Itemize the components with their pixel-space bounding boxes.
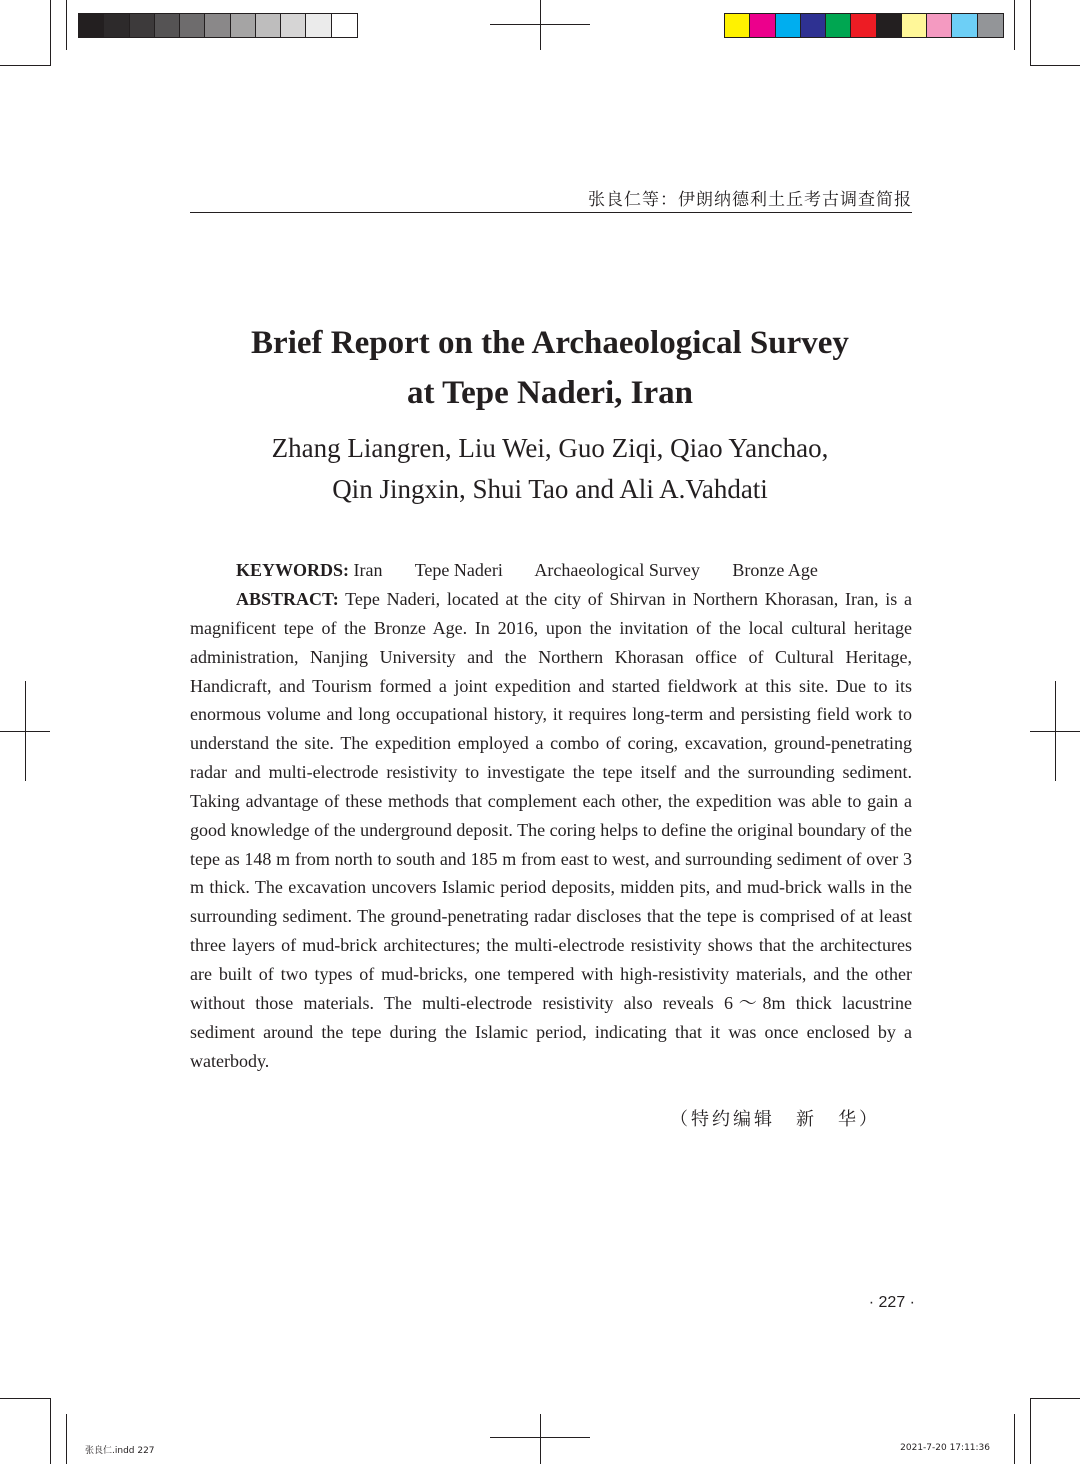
gray-swatch	[205, 14, 230, 37]
color-calibration-bar	[724, 13, 1004, 38]
color-swatch	[902, 14, 927, 37]
gray-swatch	[231, 14, 256, 37]
color-swatch	[927, 14, 952, 37]
title-line-1: Brief Report on the Archaeological Survey	[251, 325, 849, 361]
color-swatch	[877, 14, 902, 37]
article-title	[150, 318, 950, 418]
gray-swatch	[130, 14, 155, 37]
gray-swatch	[281, 14, 306, 37]
color-swatch	[978, 14, 1003, 37]
gray-swatch	[332, 14, 357, 37]
abstract-label: ABSTRACT:	[236, 589, 339, 609]
color-swatch	[801, 14, 826, 37]
keywords-label: KEYWORDS:	[236, 560, 350, 580]
color-swatch	[952, 14, 977, 37]
gray-swatch	[180, 14, 205, 37]
color-swatch	[750, 14, 775, 37]
keyword-1: Iran	[353, 560, 383, 580]
slug-datetime: 2021-7-20 17:11:36	[900, 1443, 990, 1453]
gray-swatch	[256, 14, 281, 37]
slug-filename: 张良仁.indd 227	[85, 1446, 155, 1456]
color-swatch	[851, 14, 876, 37]
gray-swatch	[306, 14, 331, 37]
color-swatch	[826, 14, 851, 37]
authors-line-1: Zhang Liangren, Liu Wei, Guo Ziqi, Qiao Yanchao,	[271, 433, 829, 463]
keyword-4: Bronze Age	[732, 560, 818, 580]
abstract-paragraph	[190, 585, 912, 1075]
gray-swatch	[104, 14, 129, 37]
color-swatch	[776, 14, 801, 37]
keyword-3: Archaeological Survey	[534, 560, 700, 580]
page-number: · 227 ·	[868, 1294, 915, 1311]
gray-swatch	[155, 14, 180, 37]
color-swatch	[725, 14, 750, 37]
running-head: 张良仁等：伊朗纳德利土丘考古调查简报	[588, 190, 912, 210]
gray-swatch	[79, 14, 104, 37]
keyword-2: Tepe Naderi	[414, 560, 503, 580]
title-line-2: at Tepe Naderi, Iran	[406, 375, 693, 411]
editor-note: （特约编辑 新 华）	[670, 1109, 880, 1130]
authors-line-2: Qin Jingxin, Shui Tao and Ali A.Vahdati	[332, 474, 768, 504]
header-rule	[190, 212, 912, 213]
abstract-text: Tepe Naderi, located at the city of Shirvan in Northern Khorasan, Iran, is a magnificent tepe of the Bronze Age. In 2016, upon the invitation of the local cultural heritage administration, Nanjing University and the Northern Khorasan office of Cultural Heritage, Handicraft, and Tourism formed a joint expedition and started fieldwork at this site. Due to its enormous volume and long occupational history, it requires long-term and persisting field work to understand the site. The expedition employed a combo of coring, excavation, ground-penetrating radar and multi-electrode resistivity to investigate the tepe itself and the surrounding sediment. Taking advantage of these methods that complement each other, the expedition was able to gain a good knowledge of the underground deposit. The coring helps to define the original boundary of the tepe as 148 m from north to south and 185 m from east to west, and surrounding sediment of over 3 m thick. The excavation uncovers Islamic period deposits, midden pits, and mud-brick walls in the surrounding sediment. The ground-penetrating radar discloses that the tepe is comprised of at least three layers of mud-brick architectures; the multi-electrode resistivity shows that the architectures are built of two types of mud-bricks, one tempered with high-resistivity materials, and the other without those materials. The multi-electrode resistivity also reveals 6～8m thick lacustrine sediment around the tepe during the Islamic period, indicating that it was once enclosed by a waterbody.	[190, 589, 912, 1071]
author-list	[150, 428, 950, 510]
keywords-line	[236, 556, 846, 585]
grayscale-calibration-bar	[78, 13, 358, 38]
